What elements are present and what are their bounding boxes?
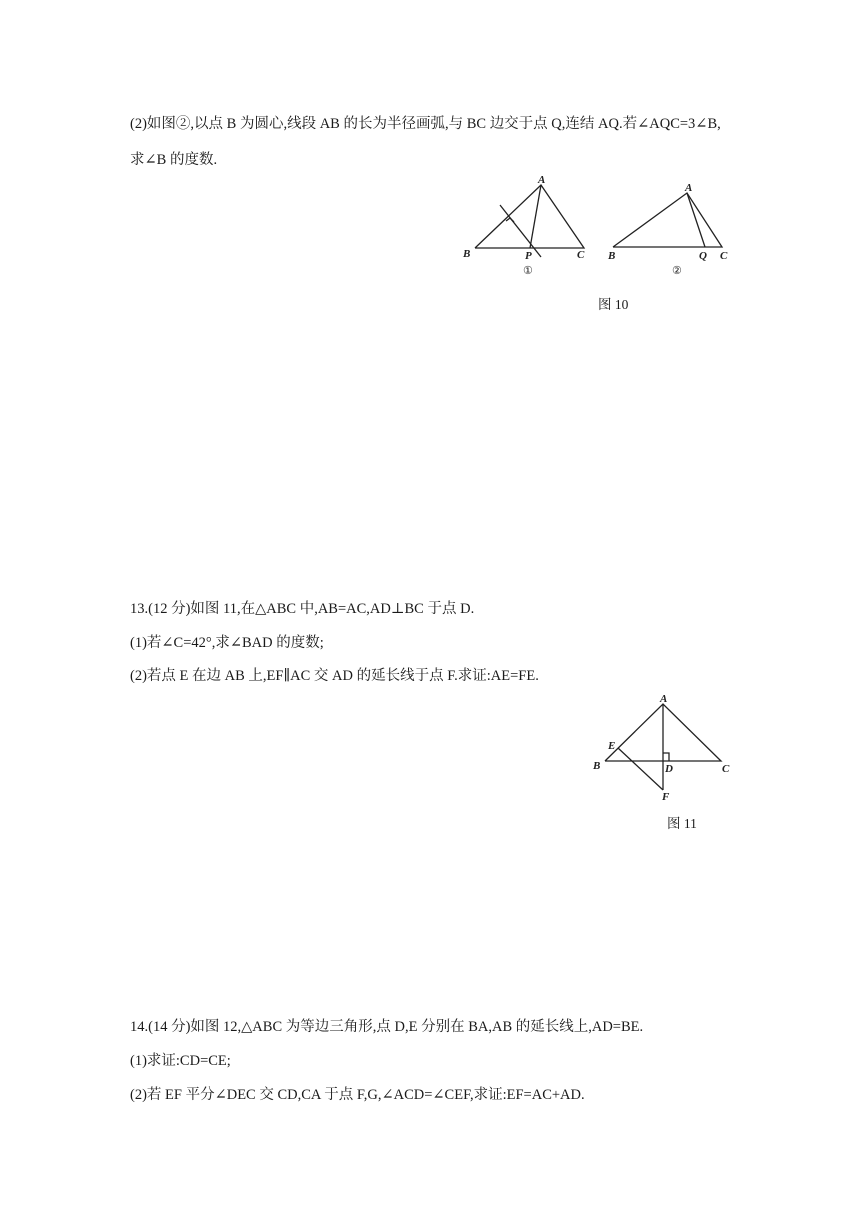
q14-part2: (2)若 EF 平分∠DEC 交 CD,CA 于点 F,G,∠ACD=∠CEF,求证:EF=AC+AD.: [130, 1087, 585, 1103]
q13-part2: (2)若点 E 在边 AB 上,EF∥AC 交 AD 的延长线于点 F.求证:AE=FE.: [130, 668, 539, 684]
q13-part1: (1)若∠C=42°,求∠BAD 的度数;: [130, 635, 324, 651]
label-e-11: E: [608, 740, 616, 752]
sub-figure-number-2: ②: [672, 265, 682, 277]
q14-stem: 14.(14 分)如图 12,△ABC 为等边三角形,点 D,E 分别在 BA,AB 的延长线上,AD=BE.: [130, 1019, 644, 1035]
label-c-11: C: [722, 763, 730, 775]
label-b-1: B: [463, 248, 471, 260]
label-b-11: B: [593, 760, 601, 772]
triangle-abc-2: [613, 193, 722, 247]
figure-10-sub2: [603, 175, 743, 285]
figure-10-caption: 图 10: [598, 297, 629, 312]
segment-aq: [687, 193, 705, 247]
perpendicular-bisector: [500, 205, 541, 257]
label-p: P: [525, 250, 532, 262]
figure-11: [588, 688, 748, 808]
label-d-11: D: [665, 763, 673, 775]
triangle-abc-1: [475, 185, 584, 248]
label-a-11: A: [660, 693, 668, 705]
label-a-2: A: [685, 182, 693, 194]
q12-part2-line2: 求∠B 的度数.: [130, 152, 218, 168]
segment-ef: [618, 748, 663, 790]
q12-part2-line1: (2)如图②,以点 B 为圆心,线段 AB 的长为半径画弧,与 BC 边交于点 Q,连结 AQ.若∠AQC=3∠B,: [130, 116, 721, 132]
label-c-2: C: [720, 250, 728, 262]
label-f-11: F: [662, 791, 670, 803]
label-b-2: B: [608, 250, 616, 262]
right-angle-mark-1: [506, 218, 514, 222]
label-q: Q: [699, 250, 707, 262]
label-a-1: A: [538, 174, 546, 186]
sub-figure-number-1: ①: [523, 265, 533, 277]
right-angle-mark-11: [663, 753, 669, 761]
figure-10-sub1: [455, 175, 595, 285]
figure-11-caption: 图 11: [667, 816, 697, 831]
q13-stem: 13.(12 分)如图 11,在△ABC 中,AB=AC,AD⊥BC 于点 D.: [130, 601, 475, 617]
label-c-1: C: [577, 249, 585, 261]
q14-part1: (1)求证:CD=CE;: [130, 1053, 231, 1069]
